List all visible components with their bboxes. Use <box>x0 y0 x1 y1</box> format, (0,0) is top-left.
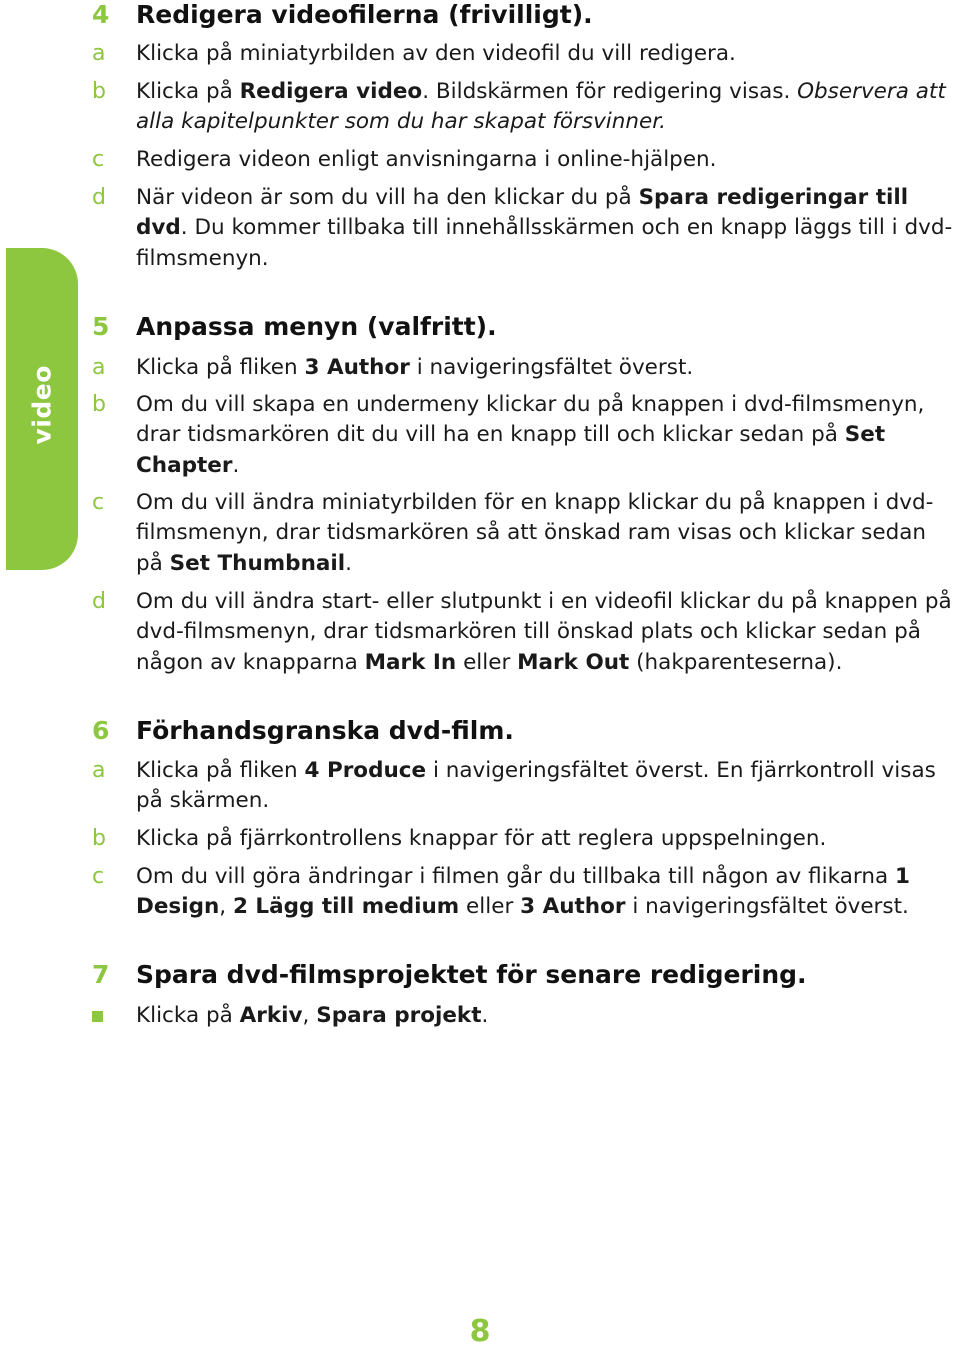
item-text: När videon är som du vill ha den klickar du på Spara redigeringar till dvd. Du kommer tillbaka till innehållsskärmen och en knapp läggs till i dvd-filmsmenyn. <box>136 185 953 271</box>
item-marker: b <box>92 392 106 417</box>
item-text: Klicka på miniatyrbilden av den videofil du vill redigera. <box>136 41 736 66</box>
page-number: 8 <box>469 1314 491 1349</box>
step-number: 7 <box>92 960 110 989</box>
item-marker: c <box>92 147 105 172</box>
item-marker: b <box>92 826 106 851</box>
square-bullet-icon <box>92 1001 128 1031</box>
note-text: Observera att alla kapitelpunkter som du har skapat försvinner. <box>136 79 946 135</box>
ui-term: 3 Author <box>520 894 626 920</box>
ui-term: Redigera video <box>239 79 423 104</box>
item-marker: d <box>92 589 106 614</box>
ui-term: 4 Produce <box>304 758 427 783</box>
step-heading: Förhandsgranska dvd-film. <box>136 716 514 745</box>
item-marker: b <box>92 79 106 104</box>
item-text: Redigera videon enligt anvisningarna i online-hjälpen. <box>136 147 717 172</box>
item-marker: d <box>92 185 106 210</box>
ui-term: Spara redigeringar till dvd <box>136 185 909 241</box>
step-number: 6 <box>92 716 110 745</box>
item-text: Klicka på Arkiv, Spara projekt. <box>136 1003 489 1028</box>
ui-term: 3 Author <box>304 355 410 380</box>
item-marker: c <box>92 490 105 515</box>
ui-term: Mark Out <box>517 649 630 675</box>
ui-term: 1 Design <box>136 864 910 920</box>
ui-term: 2 Lägg till medium <box>232 894 460 920</box>
item-text: Klicka på fjärrkontrollens knappar för att reglera uppspelningen. <box>136 826 827 851</box>
ui-term: Set Thumbnail <box>169 550 346 576</box>
item-marker: a <box>92 41 106 66</box>
step-number: 5 <box>92 312 110 341</box>
item-text: Om du vill ändra miniatyrbilden för en knapp klickar du på knappen i dvd-filmsmenyn, drar tidsmarkören så att önskad ram visas och klickar sedan på Set Thumbnail. <box>136 490 934 576</box>
item-text: Klicka på fliken 4 Produce i navigeringsfältet överst. En fjärrkontroll visas på skärmen. <box>136 758 936 814</box>
item-marker: a <box>92 355 106 380</box>
ui-term: Mark In <box>364 649 457 675</box>
ui-term: Arkiv <box>239 1003 303 1028</box>
side-tab <box>6 248 78 570</box>
ui-term: Spara projekt <box>316 1003 482 1028</box>
item-text: Klicka på fliken 3 Author i navigeringsfältet överst. <box>136 355 694 380</box>
step-number: 4 <box>92 0 110 29</box>
item-text: Klicka på Redigera video. Bildskärmen för redigering visas. Observera att alla kapitelpunkter som du har skapat försvinner. <box>136 79 946 135</box>
step-heading: Spara dvd-filmsprojektet för senare redigering. <box>136 960 807 989</box>
side-tab-label: video <box>27 365 57 445</box>
item-text: Om du vill göra ändringar i filmen går du tillbaka till någon av flikarna 1 Design, 2 Lägg till medium eller 3 Author i navigeringsfältet överst. <box>136 864 910 920</box>
item-marker: a <box>92 758 106 783</box>
item-marker: c <box>92 864 105 889</box>
item-text: Om du vill ändra start- eller slutpunkt i en videofil klickar du på knappen på dvd-filmsmenyn, drar tidsmarkören till önskad plats och klickar sedan på någon av knapparna Mark In eller Mark Out (hakparenteserna). <box>136 589 952 675</box>
item-text: Om du vill skapa en undermeny klickar du på knappen i dvd-filmsmenyn, drar tidsmarkören dit du vill ha en knapp till och klickar sedan på Set Chapter. <box>136 392 925 478</box>
ui-term: Set Chapter <box>136 422 886 478</box>
step-heading: Anpassa menyn (valfritt). <box>136 312 497 341</box>
step-heading: Redigera videofilerna (frivilligt). <box>136 0 593 29</box>
